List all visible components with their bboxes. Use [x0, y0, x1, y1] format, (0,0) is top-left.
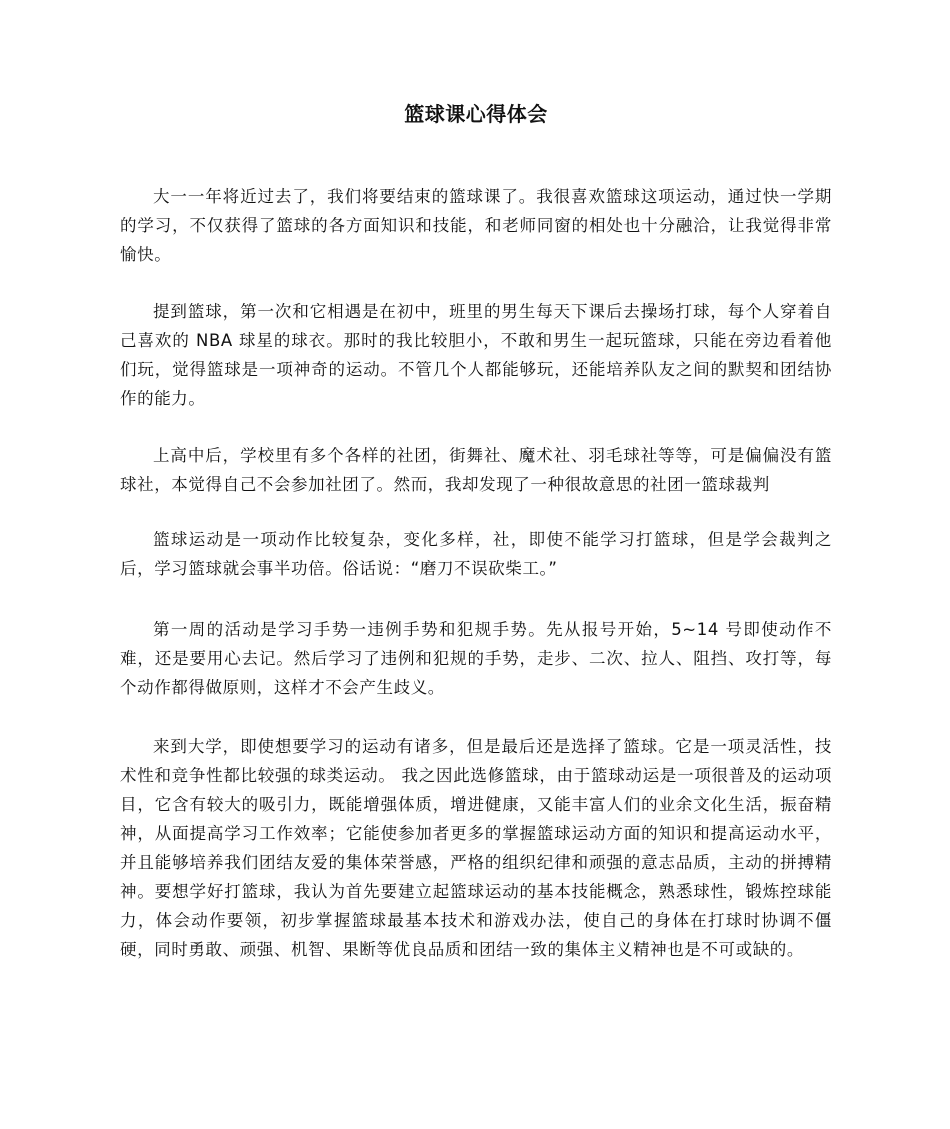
- paragraph-5: 第一周的活动是学习手势一违例手势和犯规手势。先从报号开始，5~14 号即使动作不难，还是要用心去记。然后学习了违例和犯规的手势，走步、二次、拉人、阻挡、攻打等，每个动作都得做原则，这样才不会产生歧义。: [120, 620, 832, 697]
- paragraph-4: 篮球运动是一项动作比较复杂，变化多样，社，即使不能学习打篮球，但是学会裁判之后，学习篮球就会事半功倍。俗话说：“磨刀不误砍柴工。”: [120, 530, 832, 578]
- paragraph-6: 来到大学，即使想要学习的运动有诸多，但是最后还是选择了篮球。它是一项灵活性，技术性和竞争性都比较强的球类运动。 我之因此选修篮球，由于篮球动运是一项很普及的运动项目，它含有较大的吸引力，既能增强体质，增进健康，又能丰富人们的业余文化生活，振奋精神，从面提高学习工作效率；它能使参加者更多的掌握篮球运动方面的知识和提高运动水平，并且能够培养我们团结友爱的集体荣誉感，严格的组织纪律和顽强的意志品质，主动的拼搏精神。要想学好打篮球，我认为首先要建立起篮球运动的基本技能概念，熟悉球性，锻炼控球能力，体会动作要领，初步掌握篮球最基本技术和游戏办法，使自己的身体在打球时协调不僵硬，同时勇敢、顽强、机智、果断等优良品质和团结一致的集体主义精神也是不可或缺的。: [120, 737, 832, 959]
- paragraph-2: 提到篮球，第一次和它相遇是在初中，班里的男生每天下课后去操场打球，每个人穿着自己喜欢的 NBA 球星的球衣。那时的我比较胆小，不敢和男生一起玩篮球，只能在旁边看着他们玩，觉得篮球是一项神奇的运动。不管几个人都能够玩，还能培养队友之间的默契和团结协作的能力。: [120, 302, 832, 408]
- paragraph-3: 上高中后，学校里有多个各样的社团，街舞社、魔术社、羽毛球社等等，可是偏偏没有篮球社，本觉得自己不会参加社团了。然而，我却发现了一种很故意思的社团一篮球裁判: [120, 446, 832, 494]
- paragraph-1: 大一一年将近过去了，我们将要结束的篮球课了。我很喜欢篮球这项运动，通过快一学期的学习，不仅获得了篮球的各方面知识和技能，和老师同窗的相处也十分融洽，让我觉得非常愉快。: [120, 187, 832, 264]
- document-title: 篮球课心得体会: [404, 102, 548, 126]
